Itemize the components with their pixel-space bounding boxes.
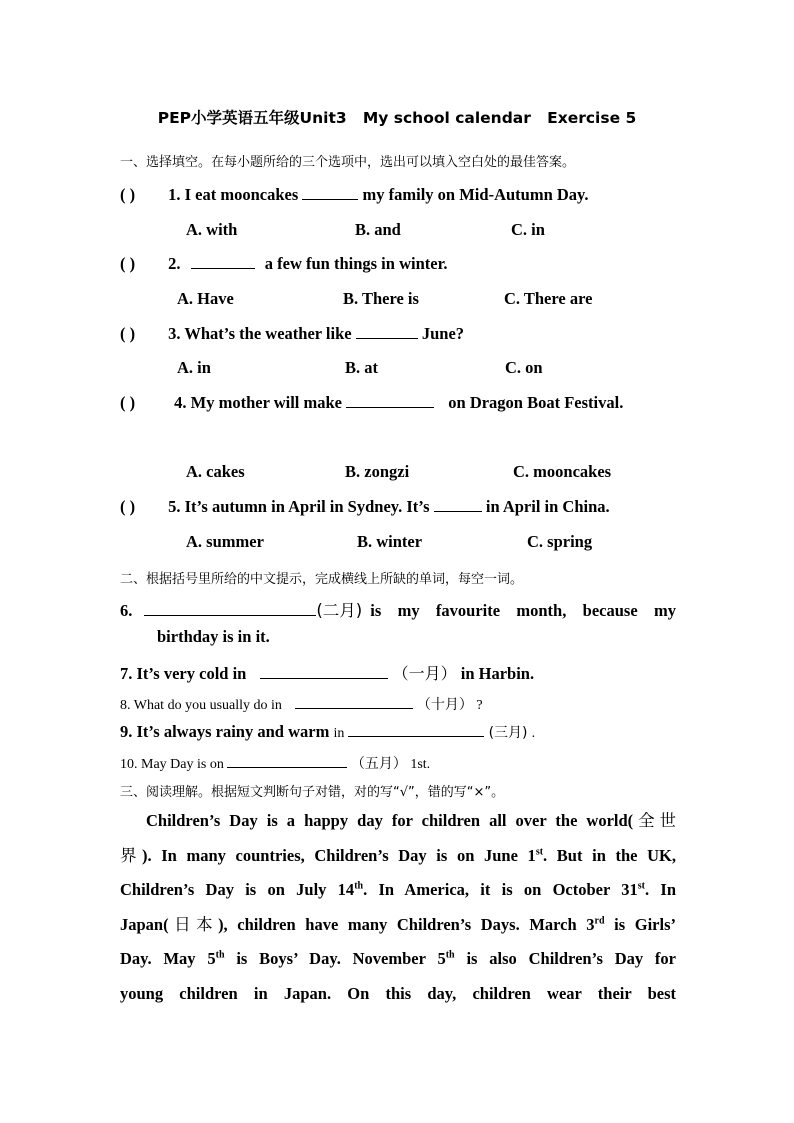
- answer-paren[interactable]: ( ): [120, 254, 136, 273]
- passage-line: [120, 908, 676, 943]
- question-2: [120, 254, 448, 274]
- passage-text: ). In many countries, Children’s Day is on June 1: [142, 845, 536, 865]
- passage-line: [120, 942, 676, 977]
- passage-text: 界: [120, 845, 143, 865]
- answer-paren[interactable]: ( ): [120, 393, 136, 412]
- ordinal-suffix: st: [637, 880, 646, 892]
- section-2-heading: 二、根据括号里所给的中文提示，完成横线上所缺的单词，每空一词。: [120, 572, 524, 587]
- question-1: [120, 185, 589, 205]
- chinese-hint: （十月）: [416, 697, 473, 713]
- answer-paren[interactable]: ( ): [120, 324, 136, 343]
- option-a: A. Have: [177, 289, 234, 308]
- option-c: C. spring: [527, 532, 593, 551]
- fill-item-10: [120, 753, 430, 773]
- passage-text: . In America, it is on October 31: [363, 880, 638, 899]
- item-text-before: 8. What do you usually do in: [120, 698, 282, 713]
- passage-text: 全世: [633, 811, 677, 830]
- passage-text: Children’s Day is a happy day for children all over the world(: [146, 811, 634, 830]
- answer-blank[interactable]: [260, 664, 388, 679]
- passage-text: young children in Japan. On this day, children wear their best: [120, 983, 676, 1003]
- option-b: B. and: [355, 220, 401, 239]
- fill-item-9: [120, 722, 535, 742]
- reading-passage: [120, 804, 676, 1011]
- passage-text: Day. May 5: [120, 949, 216, 968]
- answer-paren[interactable]: ( ): [120, 497, 136, 516]
- passage-line: [120, 873, 676, 908]
- answer-paren[interactable]: ( ): [120, 185, 136, 204]
- item-text-in: in: [333, 726, 345, 741]
- question-4: [120, 393, 623, 413]
- passage-text: . In: [645, 880, 677, 899]
- option-c: C. There are: [504, 289, 593, 308]
- chinese-hint: （一月）: [392, 664, 457, 683]
- passage-text: 日本: [168, 914, 219, 934]
- question-text-after: a few fun things in winter.: [264, 254, 448, 273]
- answer-blank[interactable]: [434, 497, 482, 512]
- question-text-after: in April in China.: [485, 497, 610, 516]
- question-text-after: June?: [421, 324, 465, 343]
- item-text-before: 9. It’s always rainy and warm: [120, 722, 330, 741]
- passage-text: Children’s Day is on July 14: [120, 880, 355, 899]
- question-5: [120, 497, 610, 517]
- answer-blank[interactable]: [346, 393, 434, 408]
- question-text-before: 5. It’s autumn in April in Sydney. It’s: [168, 497, 430, 516]
- passage-line: [120, 839, 676, 874]
- answer-blank[interactable]: [144, 601, 316, 616]
- fill-item-7: [120, 661, 534, 684]
- option-c: C. on: [505, 358, 543, 377]
- fill-item-6: [120, 597, 676, 621]
- passage-line: [120, 977, 676, 1012]
- option-c: C. in: [511, 220, 545, 239]
- question-3: [120, 324, 464, 344]
- option-b: B. at: [345, 358, 378, 377]
- item-number: 6.: [120, 601, 133, 620]
- option-a: A. cakes: [186, 462, 245, 481]
- question-text-before: 4. My mother will make: [174, 393, 343, 412]
- chinese-hint: (三月): [488, 725, 528, 741]
- ordinal-suffix: rd: [594, 915, 605, 926]
- option-a: A. with: [186, 220, 238, 239]
- option-b: B. There is: [343, 289, 419, 308]
- passage-text: ), children have many Children’s Days. March 3: [218, 914, 595, 934]
- section-1-heading: 一、选择填空。在每小题所给的三个选项中，选出可以填入空白处的最佳答案。: [120, 155, 576, 170]
- question-text-before: 3. What’s the weather like: [168, 324, 352, 343]
- chinese-hint: (二月): [316, 601, 363, 620]
- item-text-before: 10. May Day is on: [120, 757, 224, 772]
- passage-text: is also Children’s Day for: [454, 949, 676, 968]
- question-text-after: my family on Mid-Autumn Day.: [362, 185, 589, 204]
- ordinal-suffix: th: [354, 880, 364, 892]
- option-b: B. zongzi: [345, 462, 410, 481]
- passage-text: is Girls’: [604, 914, 677, 934]
- answer-blank[interactable]: [191, 254, 255, 269]
- answer-blank[interactable]: [227, 756, 347, 768]
- passage-line: [120, 804, 676, 839]
- ordinal-suffix: st: [535, 846, 544, 857]
- question-text-before: 2.: [168, 254, 181, 273]
- option-c: C. mooncakes: [513, 462, 612, 481]
- item-text-before: 7. It’s very cold in: [120, 664, 247, 683]
- question-text-before: 1. I eat mooncakes: [168, 185, 299, 204]
- fill-item-8: [120, 694, 483, 714]
- answer-blank[interactable]: [302, 185, 358, 200]
- item-text-after: is my favourite month, because my: [370, 601, 676, 620]
- option-a: A. summer: [186, 532, 264, 551]
- chinese-hint: （五月）: [350, 756, 407, 772]
- section-3-heading: 三、阅读理解。根据短文判断句子对错，对的写“√”，错的写“×”。: [120, 785, 505, 800]
- passage-text: is Boys’ Day. November 5: [224, 949, 446, 968]
- answer-blank[interactable]: [348, 722, 484, 737]
- passage-text: Japan(: [120, 914, 169, 934]
- page-title: PEP小学英语五年级Unit3 My school calendar Exercise 5: [157, 109, 637, 127]
- ordinal-suffix: th: [445, 949, 455, 961]
- item-text-after: ?: [476, 698, 483, 713]
- answer-blank[interactable]: [356, 324, 418, 339]
- question-text-after: on Dragon Boat Festival.: [448, 393, 624, 412]
- ordinal-suffix: th: [215, 949, 225, 961]
- passage-text: . But in the UK,: [543, 845, 676, 865]
- answer-blank[interactable]: [295, 697, 413, 709]
- option-b: B. winter: [357, 532, 423, 551]
- item-text-after: 1st.: [410, 757, 431, 772]
- option-a: A. in: [177, 358, 211, 377]
- item-text-after: in Harbin.: [460, 664, 535, 683]
- item-text-after: .: [531, 726, 536, 741]
- fill-item-6-continued: birthday is in it.: [157, 627, 270, 646]
